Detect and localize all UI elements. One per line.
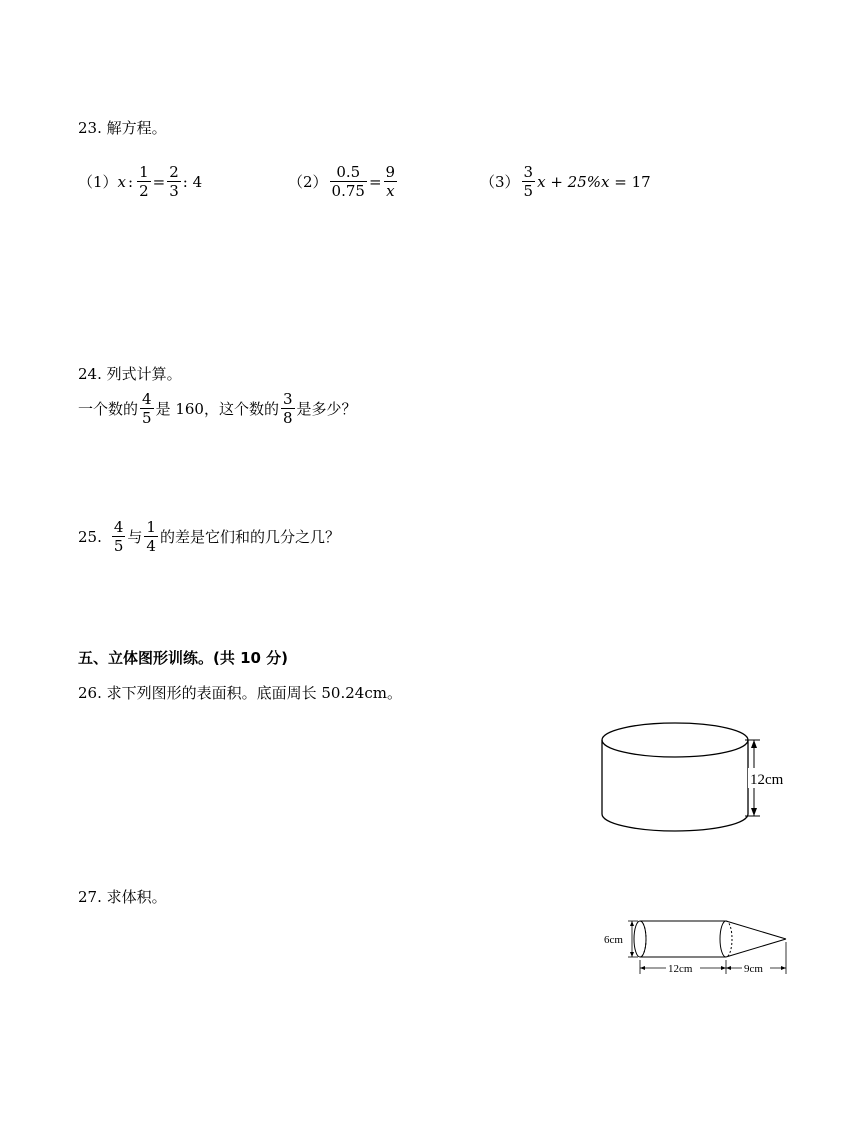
frac-numerator: 2 <box>169 163 179 181</box>
cylinder-cone-figure <box>598 910 798 980</box>
frac-denominator: 4 <box>146 537 156 555</box>
frac-denominator: 0.75 <box>331 182 365 200</box>
frac-numerator: 4 <box>142 390 152 408</box>
q25-mid: 与 <box>127 528 143 546</box>
q23-p3-frac <box>522 163 536 200</box>
q26-title: 26. 求下列图形的表面积。底面周长 50.24cm。 <box>78 684 402 702</box>
q23-p3-expr-a: x + 25% <box>537 172 601 191</box>
frac-denominator: 8 <box>282 409 293 427</box>
cylinder-figure <box>590 712 800 842</box>
frac-denominator: 5 <box>523 182 534 200</box>
q23-p2-eq: = <box>368 172 382 191</box>
frac-denominator: 5 <box>113 537 124 555</box>
arrow-down-icon <box>630 952 634 957</box>
cylinder-right-end-front <box>720 921 726 957</box>
arrow-left-icon <box>726 966 731 970</box>
cylinder-left-end-hidden <box>640 921 646 957</box>
q23-part1 <box>78 163 202 200</box>
cylinder-length-label: 12cm <box>668 963 693 975</box>
q23-p1-label: （1） <box>78 173 118 191</box>
q23-p2-frac2 <box>384 163 398 200</box>
cylinder-height-label: 12cm <box>750 772 784 788</box>
q24-title: 24. 列式计算。 <box>78 365 182 383</box>
frac-denominator: 3 <box>169 182 179 200</box>
q25-num: 25. <box>78 527 102 546</box>
q23-p2-frac1 <box>330 163 367 200</box>
q23-p3-expr-b: = 17 <box>609 172 651 191</box>
q23-p1-frac1 <box>137 163 151 200</box>
arrow-up-icon <box>630 921 634 926</box>
frac-numerator: 1 <box>146 518 156 536</box>
arrow-up-icon <box>751 740 757 748</box>
q23-p3-expr-x: x <box>601 172 610 191</box>
frac-numerator: 3 <box>282 390 293 408</box>
frac-numerator: 4 <box>113 518 124 536</box>
q23-title: 23. 解方程。 <box>78 119 167 137</box>
q23-p2-label: （2） <box>288 173 328 191</box>
cylinder-top-ellipse <box>602 723 748 757</box>
arrow-right-icon <box>781 966 786 970</box>
cone-top-edge <box>726 921 786 939</box>
q27-title: 27. 求体积。 <box>78 888 167 906</box>
q23-part2 <box>288 163 399 200</box>
q25-problem <box>78 518 340 555</box>
q23-p1-var: x <box>117 172 127 191</box>
q23-p1-colon: : <box>128 172 134 191</box>
cylinder-bottom-arc <box>602 814 748 831</box>
q24-frac1 <box>140 390 154 427</box>
frac-denominator: 2 <box>139 182 149 200</box>
frac-numerator: 9 <box>385 163 396 181</box>
q25-frac1 <box>112 518 126 555</box>
q23-part3 <box>480 163 651 200</box>
q25-post: 的差是它们和的几分之几？ <box>159 528 340 546</box>
q23-p1-eq: = <box>152 172 166 191</box>
q24-mid: 是 160，这个数的 <box>155 400 279 418</box>
q24-post: 是多少？ <box>296 400 357 418</box>
q24-frac2 <box>281 390 295 427</box>
q23-p3-label: （3） <box>480 173 520 191</box>
q24-problem <box>78 390 357 427</box>
frac-numerator: 1 <box>139 163 149 181</box>
arrow-left-icon <box>640 966 645 970</box>
frac-denominator: 5 <box>142 409 152 427</box>
arrow-right-icon <box>721 966 726 970</box>
q23-p1-tail: : 4 <box>182 172 203 191</box>
q24-pre: 一个数的 <box>78 400 139 418</box>
q25-frac2 <box>144 518 158 555</box>
frac-numerator: 0.5 <box>336 163 361 181</box>
cylinder-right-end-hidden <box>726 921 732 957</box>
cone-bottom-edge <box>726 939 786 957</box>
cone-length-label: 9cm <box>744 963 763 975</box>
frac-numerator: 3 <box>523 163 534 181</box>
diameter-label: 6cm <box>604 934 623 946</box>
section5-heading: 五、立体图形训练。(共 10 分) <box>78 649 289 667</box>
q23-p1-frac2 <box>167 163 181 200</box>
frac-denominator: x <box>386 182 395 200</box>
arrow-down-icon <box>751 808 757 816</box>
